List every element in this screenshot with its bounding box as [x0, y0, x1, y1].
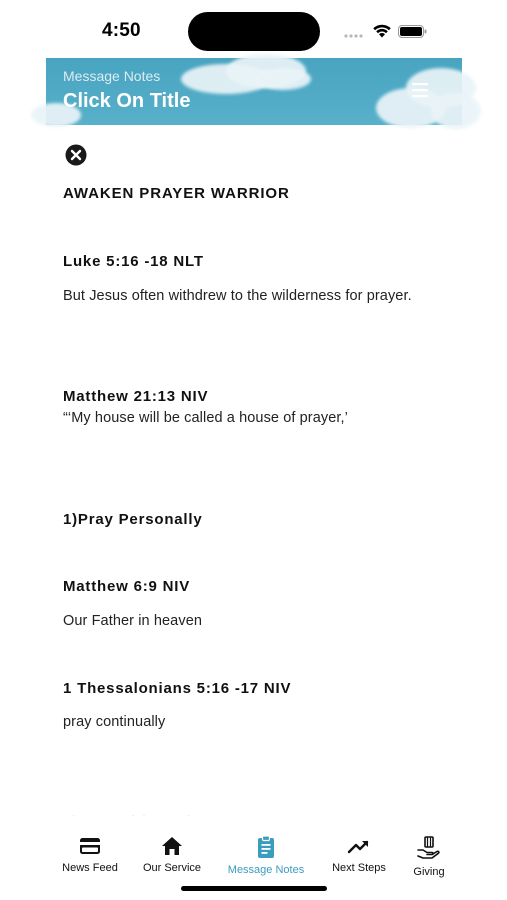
tab-label: Message Notes	[227, 864, 305, 876]
home-icon	[160, 835, 184, 857]
tab-next-steps[interactable]	[319, 835, 399, 881]
hamburger-menu-icon[interactable]	[408, 80, 432, 100]
scroll-fade	[46, 799, 462, 821]
tab-label: News Feed	[62, 862, 118, 874]
header-title[interactable]: Click On Title	[63, 90, 191, 112]
app-header	[46, 58, 462, 125]
header-subtitle: Message Notes	[63, 68, 161, 84]
clipboard-icon	[254, 835, 278, 859]
card-icon	[78, 835, 102, 857]
tab-our-service[interactable]	[132, 835, 212, 881]
tab-giving[interactable]	[389, 835, 469, 881]
point-heading: 1)Pray Personally	[63, 511, 203, 528]
giving-hand-icon	[415, 835, 443, 861]
close-circle-icon[interactable]	[65, 144, 87, 166]
message-notes-content	[46, 125, 462, 821]
tab-news-feed[interactable]	[50, 835, 130, 881]
wifi-icon	[372, 23, 392, 39]
scripture-text: “‘My house will be called a house of prayer,’	[63, 410, 348, 426]
tab-message-notes[interactable]	[226, 835, 306, 881]
scripture-text: But Jesus often withdrew to the wilderness for prayer.	[63, 288, 412, 304]
note-title: AWAKEN PRAYER WARRIOR	[63, 185, 290, 202]
status-icons	[344, 24, 428, 40]
scripture-reference: 1 Thessalonians 5:16 -17 NIV	[63, 680, 292, 697]
status-bar	[46, 0, 462, 58]
home-indicator	[181, 886, 327, 891]
scripture-text: pray continually	[63, 714, 166, 730]
scripture-reference: Luke 5:16 -18 NLT	[63, 253, 204, 270]
phone-screen	[46, 0, 462, 900]
battery-icon	[398, 23, 428, 39]
tab-label: Giving	[413, 866, 445, 878]
scripture-reference: Matthew 6:9 NIV	[63, 578, 191, 595]
cloud-decoration	[256, 68, 311, 90]
scripture-reference: Matthew 21:13 NIV	[63, 388, 209, 405]
trending-up-icon	[347, 835, 371, 857]
scripture-text: Our Father in heaven	[63, 613, 203, 629]
dynamic-island	[188, 12, 320, 51]
bottom-tab-bar	[46, 821, 462, 900]
cloud-decoration	[431, 93, 481, 129]
signal-dots-icon	[344, 24, 366, 40]
tab-label: Our Service	[142, 862, 202, 874]
status-time: 4:50	[102, 20, 141, 41]
tab-label: Next Steps	[332, 862, 386, 874]
